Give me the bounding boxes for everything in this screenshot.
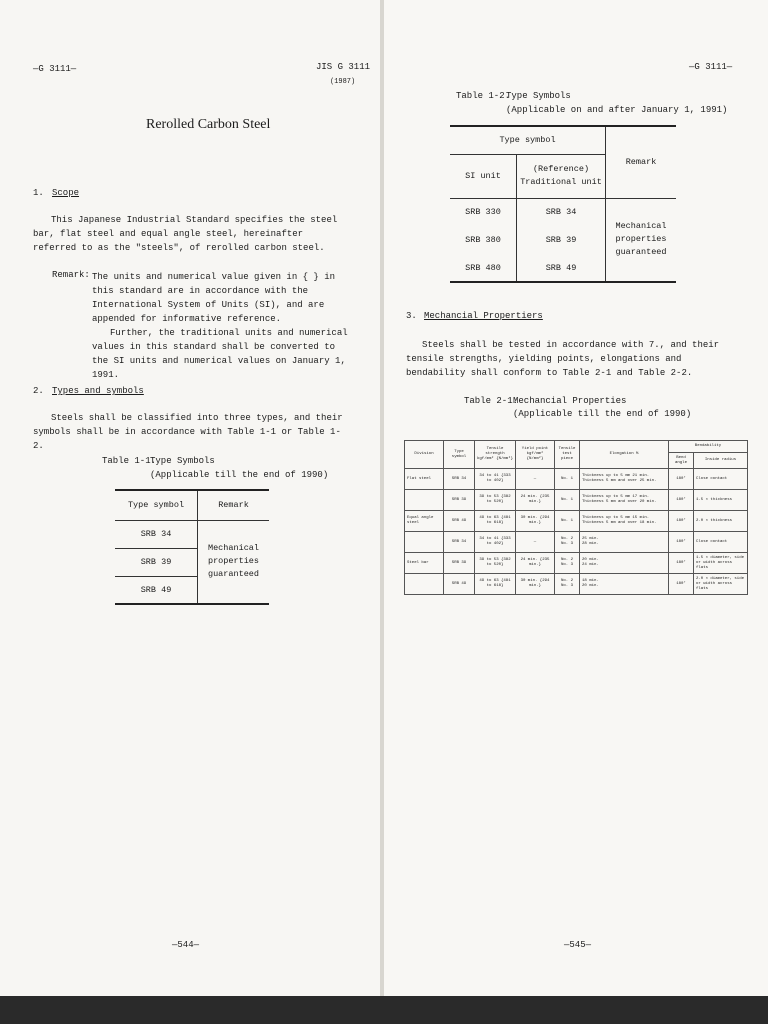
section2-paragraph: Steels shall be classified into three types, and their symbols shall be in accordance with Table 1-1 or Table 1-2. [33,413,343,451]
td-tensile: 34 to 41 {333 to 402} [475,532,516,553]
td-division [405,490,444,511]
th-test-piece: Tensile test piece [555,441,580,469]
table12-head-remark: Remark [625,157,657,168]
table-row [405,490,748,511]
table12-trad: SRB 34 [517,198,606,226]
td-elongation: 18 min. 20 min. [580,574,669,595]
table12-head-ref1: (Reference) [532,164,590,174]
td-tensile: 39 to 53 {382 to 520} [475,553,516,574]
table11-caption: Table 1-1. [102,456,157,466]
td-type: SRB 34 [444,469,475,490]
td-elongation: Thickness up to 5 mm 15 min. Thickness 5 mm and over 18 min. [580,511,669,532]
td-type: SRB 39 [444,553,475,574]
right-page [384,0,768,1000]
td-yield: 30 min. {294 min.} [516,574,555,595]
table-row [405,553,748,574]
td-inside-radius: Close contact [694,469,748,490]
section3-number: 3. [406,311,417,321]
th-yield: Yield point kgf/mm² {N/mm²} [516,441,555,469]
td-type: SRB 39 [444,490,475,511]
header-right: —G 3111— [689,62,733,72]
td-division: Equal angle steel [405,511,444,532]
table12-trad: SRB 49 [517,254,606,282]
section1-number: 1. [33,188,44,198]
remark-line: guaranteed [207,569,259,580]
table12-caption: Table 1-2. [456,91,511,101]
remark-line: properties [207,556,259,567]
td-yield: 30 min. {294 min.} [516,511,555,532]
table-1-2 [450,125,676,283]
table12-si: SRB 380 [450,226,517,254]
section2-number: 2. [33,386,44,396]
td-piece: No. 1 [555,511,580,532]
table12-head-type: Type symbol [450,126,606,154]
remark-line: Mechanical [615,221,667,232]
header-jis: JIS G 3111 [316,62,371,72]
scan-bottom-band [0,996,768,1024]
table12-si: SRB 330 [450,198,517,226]
th-bendability: Bendability [669,441,748,453]
td-tensile: 39 to 53 {382 to 520} [475,490,516,511]
table-row [405,532,748,553]
th-type-symbol: Type symbol [444,441,475,469]
section3-paragraph: Steels shall be tested in accordance with 7., and their tensile strengths, yielding points, elongations and bendability shall conform to Table 2-1 and Table 2-2. [406,340,720,378]
page-number: —544— [172,940,200,950]
header-year: (1987) [330,78,356,86]
table11-subtitle: (Applicable till the end of 1990) [150,470,329,480]
left-page [0,0,380,1000]
td-piece: No. 2 No. 3 [555,532,580,553]
td-inside-radius: 1.5 × thickness [694,490,748,511]
table21-caption: Table 2-1. [464,396,519,406]
table11-title: Type Symbols [150,456,215,466]
th-elongation: Elongation % [580,441,669,469]
table-row [405,511,748,532]
table-row [405,574,748,595]
table12-head-si: SI unit [450,154,517,198]
td-piece: No. 1 [555,469,580,490]
td-tensile: 49 to 63 {481 to 618} [475,574,516,595]
table-2-1 [404,440,748,595]
remark-text-2: Further, the traditional units and numerical values in this standard shall be converted to the SI units and numerical values on January 1, 1991. [92,328,348,380]
td-inside-radius: 2.0 × thickness [694,511,748,532]
td-inside-radius: 1.5 × diameter, side or width across flats [694,553,748,574]
section3-heading: Mechancial Propertiers [424,311,543,321]
td-type: SRB 49 [444,511,475,532]
table12-subtitle: (Applicable on and after January 1, 1991) [506,105,728,115]
th-bend-angle: Bend angle [669,453,694,469]
td-inside-radius: Close contact [694,532,748,553]
th-inside-radius: Inside radius [694,453,748,469]
td-elongation: 20 min. 24 min. [580,553,669,574]
td-division: Steel bar [405,553,444,574]
table12-title: Type Symbols [506,91,571,101]
section2-heading: Types and symbols [52,386,144,396]
remark-line: Mechanical [207,543,259,554]
td-yield: 24 min. {235 min.} [516,490,555,511]
table12-head-ref2: Traditional unit [520,177,602,187]
td-piece: No. 2 No. 3 [555,574,580,595]
table21-title: Mechancial Properties [513,396,627,406]
td-elongation: 25 min. 28 min. [580,532,669,553]
td-division [405,532,444,553]
table21-body [405,469,748,595]
td-tensile: 34 to 41 {333 to 402} [475,469,516,490]
td-inside-radius: 2.0 × diameter, side or width across flats [694,574,748,595]
table12-si: SRB 480 [450,254,517,282]
td-tensile: 49 to 63 {481 to 618} [475,511,516,532]
td-elongation: Thickness up to 5 mm 17 min. Thickness 5 mm and over 20 min. [580,490,669,511]
table12-remark [606,198,677,282]
td-bend-angle: 180° [669,490,694,511]
td-piece: No. 1 [555,490,580,511]
td-type: SRB 34 [444,532,475,553]
th-tensile: Tensile strength kgf/mm² {N/mm²} [475,441,516,469]
table-row [405,469,748,490]
table11-row: SRB 49 [115,576,198,604]
td-type: SRB 49 [444,574,475,595]
remark-text-1: The units and numerical value given in { } in this standard are in accordance with the International System of Units (SI), and are appended for informative reference. [92,272,336,324]
section1-heading: Scope [52,188,80,198]
td-elongation: Thickness up to 5 mm 21 min. Thickness 5 mm and over 25 min. [580,469,669,490]
table12-head-trad [517,154,606,198]
td-bend-angle: 180° [669,532,694,553]
remark-line: properties [615,234,667,245]
td-bend-angle: 180° [669,511,694,532]
page-title: Rerolled Carbon Steel [146,117,271,132]
td-bend-angle: 180° [669,553,694,574]
page-number: —545— [564,940,592,950]
header-left: —G 3111— [33,64,77,74]
td-bend-angle: 180° [669,574,694,595]
td-division [405,574,444,595]
table11-head-type: Type symbol [115,490,198,520]
td-division: Flat steel [405,469,444,490]
remark-line: guaranteed [615,247,667,258]
td-yield: — [516,532,555,553]
table11-row: SRB 34 [115,520,198,548]
table21-subtitle: (Applicable till the end of 1990) [513,409,692,419]
table12-trad: SRB 39 [517,226,606,254]
td-piece: No. 2 No. 3 [555,553,580,574]
table11-row: SRB 39 [115,548,198,576]
td-bend-angle: 180° [669,469,694,490]
table-1-1 [115,489,269,605]
section1-paragraph: This Japanese Industrial Standard specifies the steel bar, flat steel and equal angle steel, hereinafter referred to as the "steels", of rerolled carbon steel. [33,215,338,253]
th-division: Division [405,441,444,469]
table11-remark [198,520,270,604]
td-yield: 24 min. {235 min.} [516,553,555,574]
table11-head-remark: Remark [218,500,249,511]
td-yield: — [516,469,555,490]
remark-label: Remark: [52,270,90,280]
